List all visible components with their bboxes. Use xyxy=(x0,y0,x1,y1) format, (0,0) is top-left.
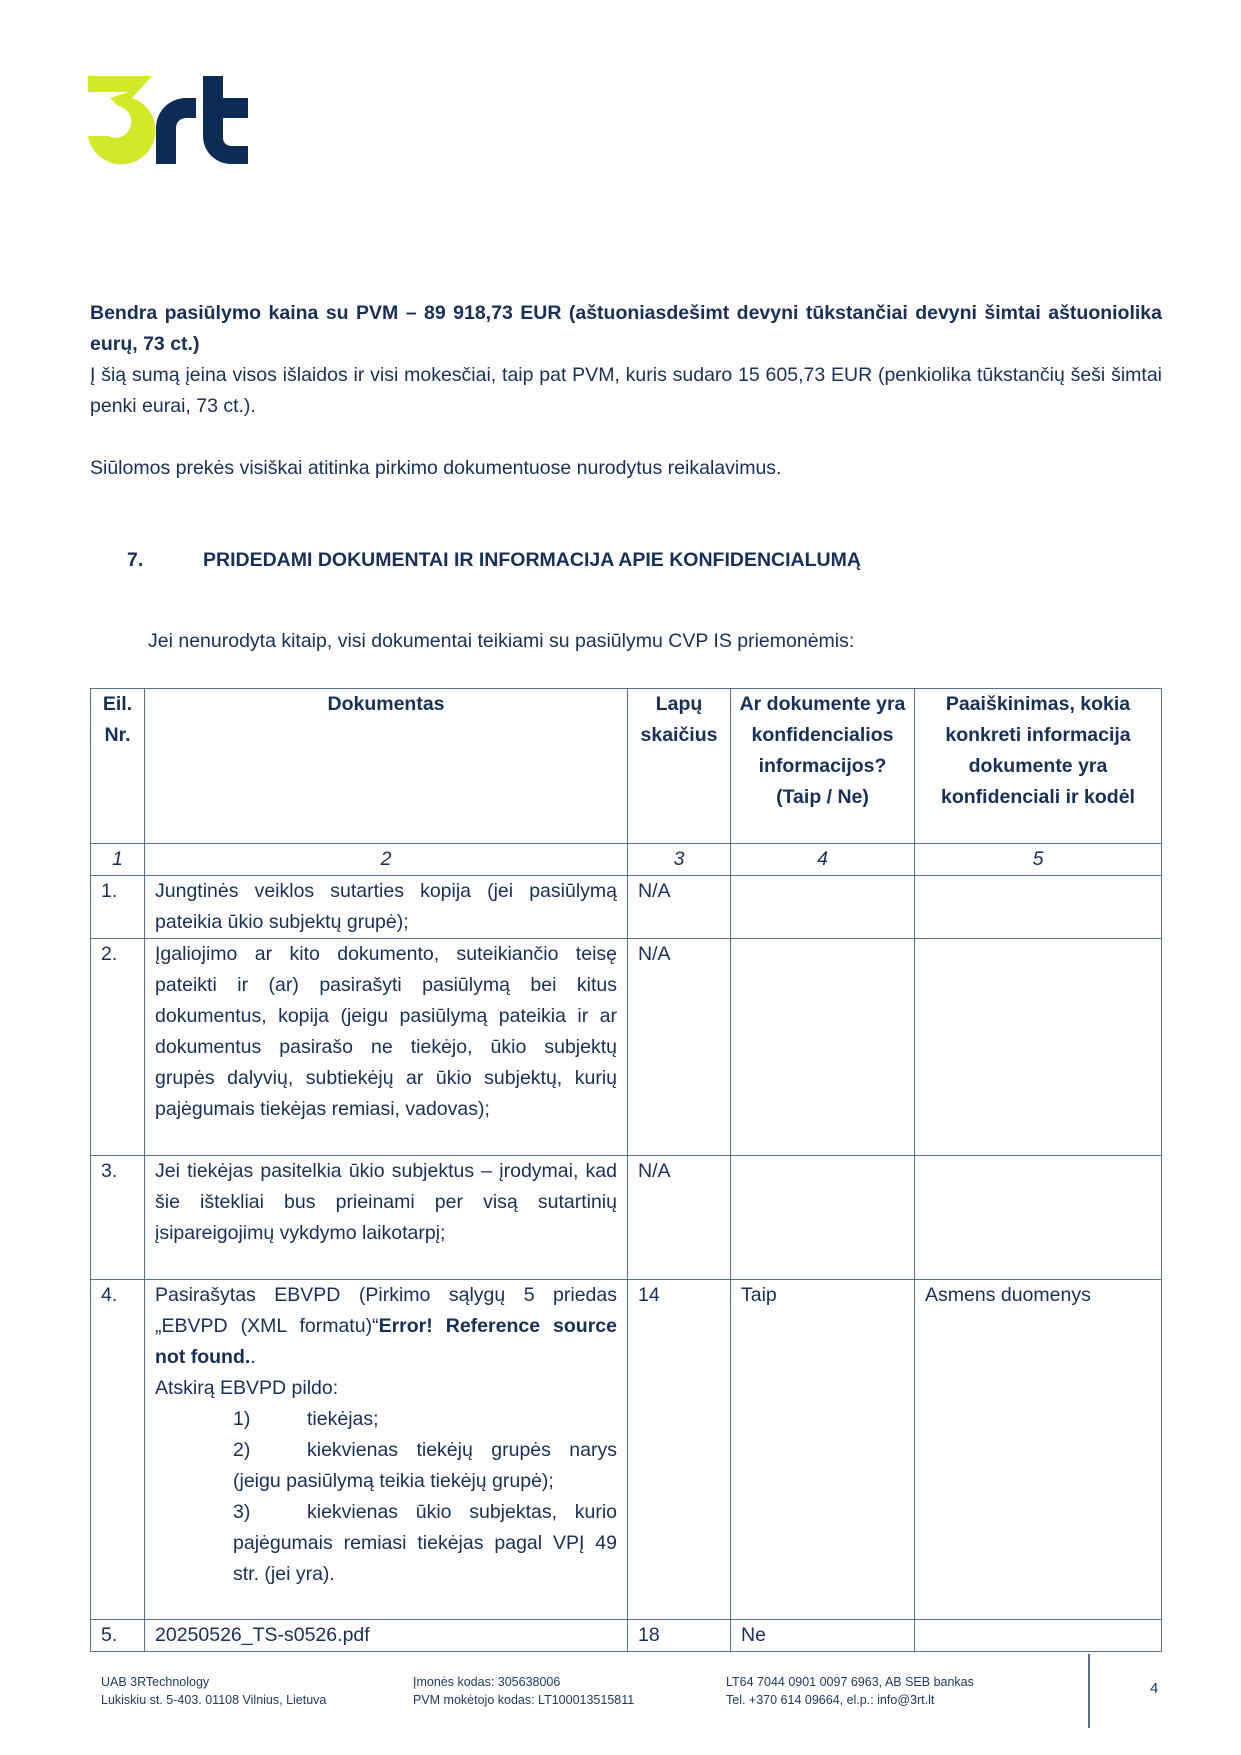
fill-label: Atskirą EBVPD pildo: xyxy=(155,1377,339,1399)
footer-codes xyxy=(413,1673,634,1709)
fill-list-item xyxy=(155,1404,617,1435)
row-explanation xyxy=(915,876,1162,939)
footer-bank-account: LT64 7044 0901 0097 6963, AB SEB bankas xyxy=(726,1675,974,1689)
row-explanation: Asmens duomenys xyxy=(915,1280,1162,1620)
header-document: Dokumentas xyxy=(145,689,628,844)
list-text: tiekėjas; xyxy=(307,1408,379,1430)
header-explanation: Paaiškinimas, kokia konkreti informacija dokumente yra konfidenciali ir kodėl xyxy=(915,689,1162,844)
section-intro: Jei nenurodyta kitaip, visi dokumentai teikiami su pasiūlymu CVP IS priemonėmis: xyxy=(148,630,855,652)
column-number: 3 xyxy=(628,844,731,876)
header-confidential: Ar dokumente yra konfidencialios informacijos? (Taip / Ne) xyxy=(731,689,915,844)
column-number: 1 xyxy=(91,844,145,876)
column-number: 2 xyxy=(145,844,628,876)
document-text-end: . xyxy=(250,1346,256,1368)
row-document: Įgaliojimo ar kito dokumento, suteikiančio teisę pateikti ir (ar) pasirašyti pasiūlymą bei kitus dokumentus, kopija (jeigu pasiūlymą pateikia ir ar dokumentus pasirašo ne tiekėjo, ūkio subjektų grupės dalyvių, subtiekėjų ar ūkio subjektų, kurių pajėgumais tiekėjas remiasi, vadovas); xyxy=(145,939,628,1156)
row-document: 20250526_TS-s0526.pdf xyxy=(145,1620,628,1652)
row-confidential: Ne xyxy=(731,1620,915,1652)
table-row xyxy=(91,876,1162,939)
row-number: 3. xyxy=(91,1156,145,1280)
table-header-row xyxy=(91,689,1162,844)
column-number: 5 xyxy=(915,844,1162,876)
row-document: Jei tiekėjas pasitelkia ūkio subjektus – įrodymai, kad šie ištekliai bus prieinami per visą sutartinių įsipareigojimų vykdymo laikotarpį; xyxy=(145,1156,628,1280)
row-pages: 14 xyxy=(628,1280,731,1620)
row-explanation xyxy=(915,1156,1162,1280)
section-number: 7. xyxy=(127,549,144,571)
table-row xyxy=(91,1620,1162,1652)
error-reference: Error! Reference source not found. xyxy=(155,1315,617,1368)
footer-contact: Tel. +370 614 09664, el.p.: info@3rt.lt xyxy=(726,1693,935,1707)
table-row xyxy=(91,1280,1162,1620)
row-document: Jungtinės veiklos sutarties kopija (jei pasiūlymą pateikia ūkio subjektų grupė); xyxy=(145,876,628,939)
header-nr: Eil. Nr. xyxy=(91,689,145,844)
row-explanation xyxy=(915,939,1162,1156)
fill-list-item xyxy=(155,1435,617,1497)
price-section xyxy=(90,298,1162,484)
header-pages: Lapų skaičius xyxy=(628,689,731,844)
column-numbers-row xyxy=(91,844,1162,876)
section-title: PRIDEDAMI DOKUMENTAI IR INFORMACIJA APIE KONFIDENCIALUMĄ xyxy=(203,549,861,571)
total-price: Bendra pasiūlymo kaina su PVM – 89 918,73 EUR (aštuoniasdešimt devyni tūkstančiai devyni šimtai aštuoniolika eurų, 73 ct.) xyxy=(90,302,1162,355)
table-row xyxy=(91,1156,1162,1280)
price-note: Į šią sumą įeina visos išlaidos ir visi mokesčiai, taip pat PVM, kuris sudaro 15 605,73 EUR (penkiolika tūkstančių šeši šimtai penki eurai, 73 ct.). xyxy=(90,364,1162,417)
row-confidential xyxy=(731,876,915,939)
footer-divider xyxy=(1088,1654,1090,1728)
footer-company-code: Įmonės kodas: 305638006 xyxy=(413,1675,561,1689)
column-number: 4 xyxy=(731,844,915,876)
row-confidential xyxy=(731,939,915,1156)
company-logo xyxy=(88,76,253,166)
footer-company xyxy=(101,1673,326,1709)
list-text: kiekvienas ūkio subjektas, kurio pajėgumais remiasi tiekėjas pagal VPĮ 49 str. (jei yra). xyxy=(233,1501,617,1585)
footer-address: Lukiskiu st. 5-403. 01108 Vilnius, Lietuva xyxy=(101,1693,327,1707)
list-number: 3) xyxy=(233,1501,251,1523)
fill-list-item xyxy=(155,1497,617,1590)
row-explanation xyxy=(915,1620,1162,1652)
row-number: 2. xyxy=(91,939,145,1156)
row-number: 4. xyxy=(91,1280,145,1620)
compliance-statement: Siūlomos prekės visiškai atitinka pirkimo dokumentuose nurodytus reikalavimus. xyxy=(90,457,782,479)
row-document xyxy=(145,1280,628,1620)
row-pages: N/A xyxy=(628,876,731,939)
footer-vat-code: PVM mokėtojo kodas: LT100013515811 xyxy=(413,1693,635,1707)
row-pages: N/A xyxy=(628,939,731,1156)
row-pages: 18 xyxy=(628,1620,731,1652)
document-text: Pasirašytas EBVPD (Pirkimo sąlygų 5 priedas „EBVPD (XML formatu)“ xyxy=(155,1284,617,1337)
list-number: 2) xyxy=(233,1439,251,1461)
page-number: 4 xyxy=(1150,1680,1159,1697)
table-row xyxy=(91,939,1162,1156)
row-number: 1. xyxy=(91,876,145,939)
row-pages: N/A xyxy=(628,1156,731,1280)
documents-table xyxy=(90,688,1162,1652)
row-number: 5. xyxy=(91,1620,145,1652)
footer-company-name: UAB 3RTechnology xyxy=(101,1675,210,1689)
footer-bank xyxy=(726,1673,974,1709)
row-confidential xyxy=(731,1156,915,1280)
list-number: 1) xyxy=(233,1408,251,1430)
row-confidential: Taip xyxy=(731,1280,915,1620)
list-text: kiekvienas tiekėjų grupės narys (jeigu pasiūlymą teikia tiekėjų grupė); xyxy=(233,1439,617,1492)
